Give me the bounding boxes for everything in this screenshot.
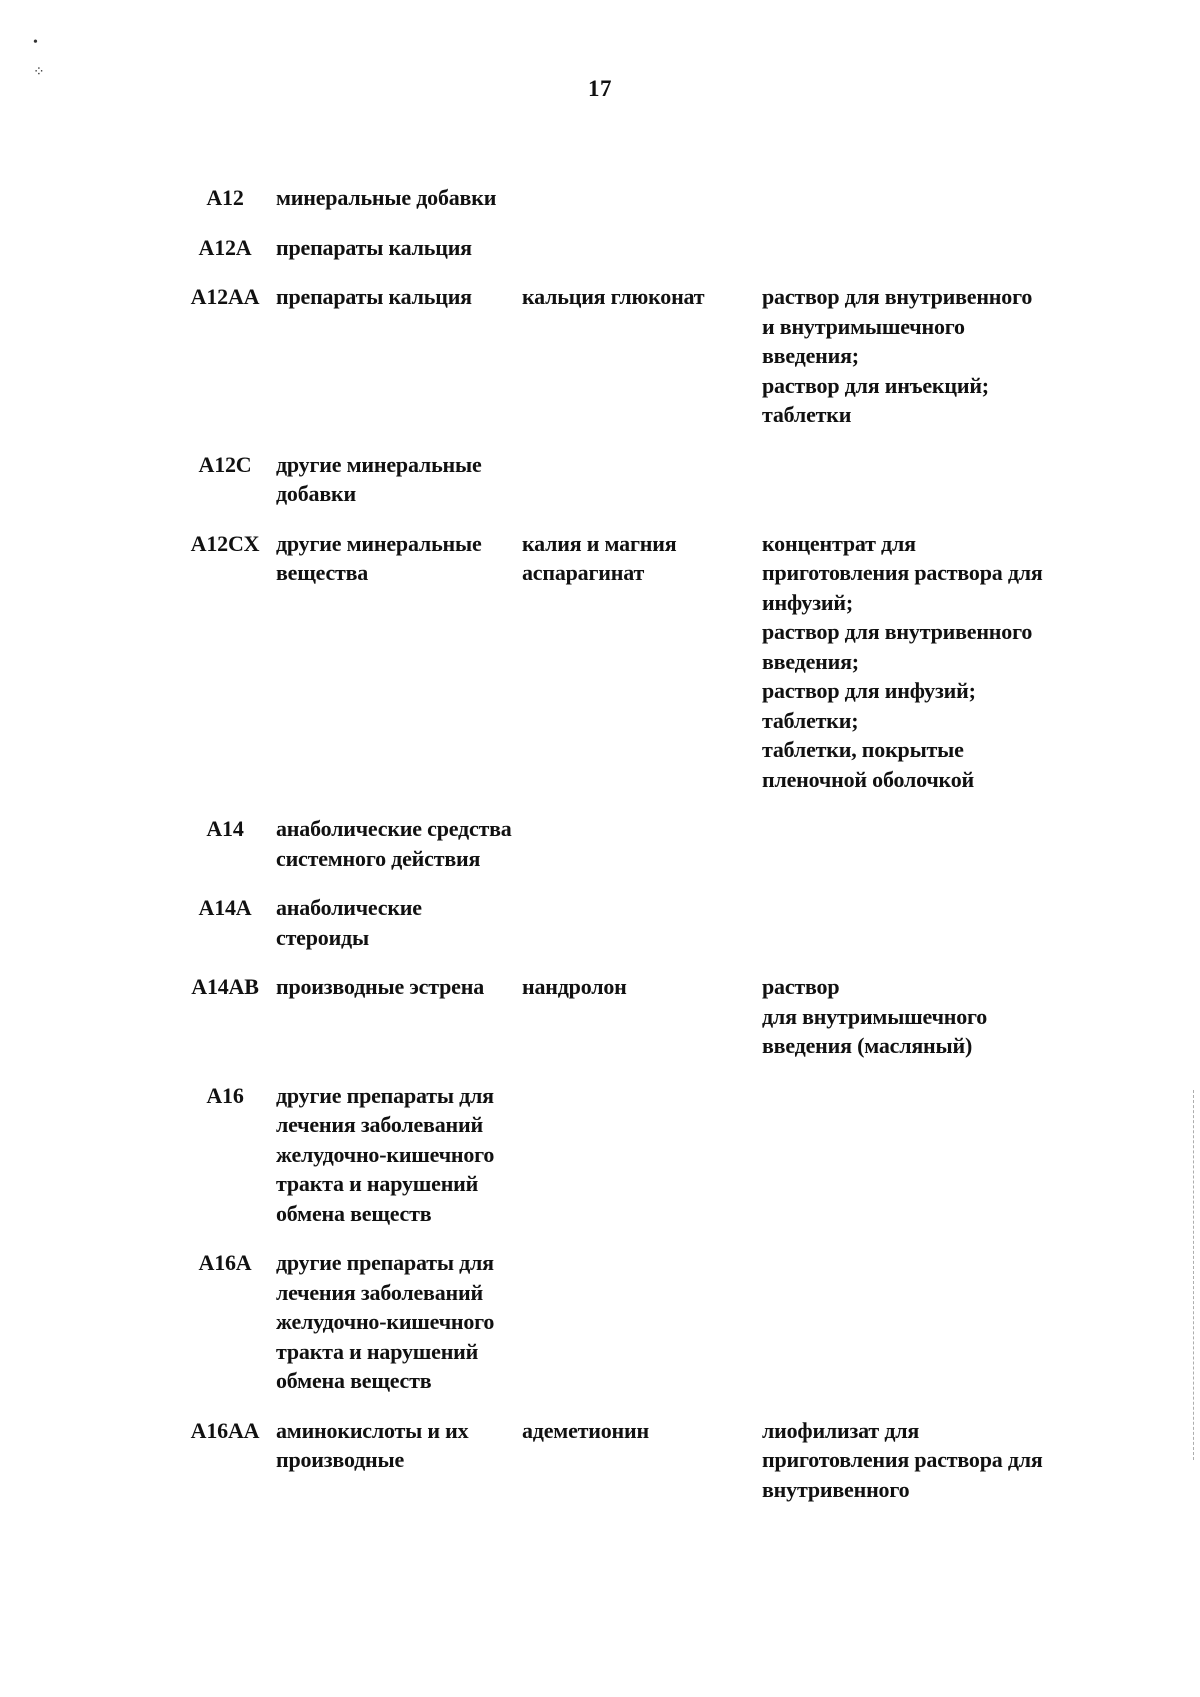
anatomical-group: другие препараты для лечения заболеваний желудочно-кишечного тракта и нарушений обмена веществ [276, 1082, 495, 1226]
table-row [180, 893, 1100, 952]
atc-code: A12CX [190, 530, 260, 556]
atc-code: A12C [198, 451, 252, 477]
atc-code: A14AB [191, 974, 259, 999]
anatomical-group: производные эстрена [276, 974, 484, 999]
dosage-form: концентрат для приготовления раствора для инфузий; раствор для внутривенного введения; раствор для инфузий; таблетки; таблетки, покрытые пленочной оболочкой [762, 530, 1043, 792]
anatomical-group: аминокислоты и их производные [276, 1417, 469, 1472]
table-row [180, 529, 1100, 795]
anatomical-group: анаболические стероиды [276, 895, 422, 950]
atc-code: A12A [198, 234, 252, 260]
anatomical-group: препараты кальция [276, 284, 472, 309]
table-row [180, 1081, 1100, 1229]
drug-name: калия и магния аспарагинат [522, 530, 677, 585]
table-row [180, 972, 1100, 1061]
atc-code: A14 [206, 816, 244, 841]
drug-name: кальция глюконат [522, 284, 705, 309]
atc-code: A16 [206, 1082, 244, 1108]
drug-name: нандролон [522, 974, 627, 999]
anatomical-group: препараты кальция [276, 234, 472, 260]
dosage-form: раствор для внутримышечного введения (масляный) [762, 974, 988, 1058]
table-row [180, 233, 1100, 263]
table-row [180, 183, 1100, 213]
anatomical-group: другие минеральные добавки [276, 451, 482, 506]
table-row [180, 1248, 1100, 1396]
anatomical-group: другие препараты для лечения заболеваний желудочно-кишечного тракта и нарушений обмена веществ [276, 1250, 495, 1393]
scan-edge-line [1191, 1090, 1194, 1460]
anatomical-group: анаболические средства системного действия [276, 816, 512, 871]
table-row [180, 450, 1100, 509]
drug-name: адеметионин [522, 1417, 649, 1443]
table-row [180, 282, 1100, 430]
page-number: 17 [588, 76, 612, 101]
anatomical-group: другие минеральные вещества [276, 530, 482, 585]
atc-code: A12 [206, 185, 244, 210]
table-row [180, 1416, 1100, 1505]
drug-classification-table [180, 183, 1100, 1524]
atc-code: A12AA [190, 284, 260, 309]
anatomical-group: минеральные добавки [276, 185, 497, 210]
dosage-form: лиофилизат для приготовления раствора для внутривенного [762, 1417, 1043, 1502]
dosage-form: раствор для внутривенного и внутримышечного введения; раствор для инъекций; таблетки [762, 284, 1033, 427]
atc-code: A14A [198, 895, 252, 920]
table-row [180, 814, 1100, 873]
scan-artifact-marks: • ⁘ [33, 35, 45, 80]
atc-code: A16A [198, 1250, 252, 1275]
atc-code: A16AA [190, 1417, 260, 1443]
